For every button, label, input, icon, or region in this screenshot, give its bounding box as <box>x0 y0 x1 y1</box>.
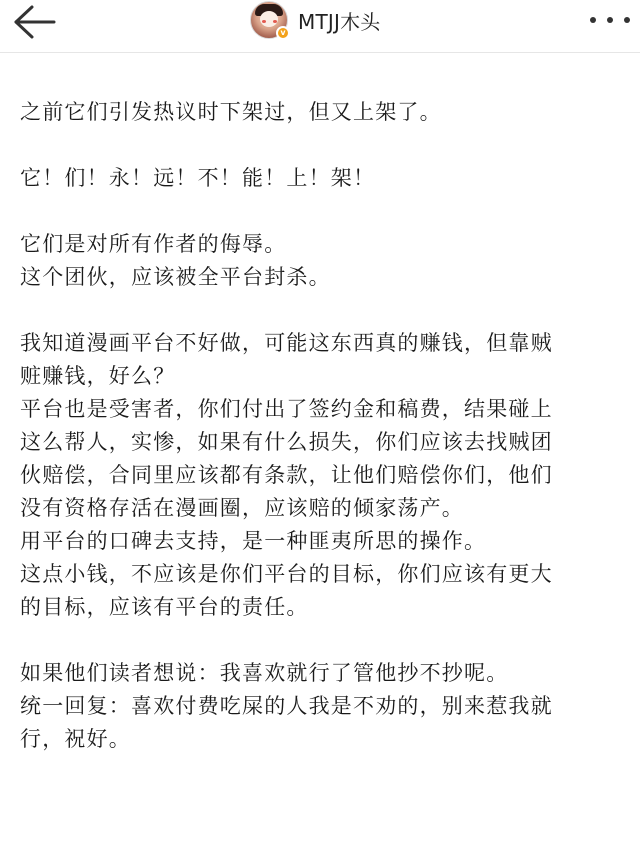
post-text-line: 平台也是受害者，你们付出了签约金和稿费，结果碰上 <box>20 397 553 421</box>
post-paragraph <box>20 228 620 294</box>
post-text-line: 我知道漫画平台不好做，可能这东西真的赚钱，但靠贼 <box>20 331 553 355</box>
post-text-line: 之前它们引发热议时下架过，但又上架了。 <box>20 100 442 124</box>
avatar[interactable] <box>250 1 288 39</box>
post-text-line: 它！们！永！远！不！能！上！架！ <box>20 166 376 190</box>
post-text-line: 赃赚钱，好么？ <box>20 364 176 388</box>
more-options-button[interactable] <box>590 8 630 32</box>
post-text-line: 它们是对所有作者的侮辱。 <box>20 232 287 256</box>
post-text-line: 伙赔偿，合同里应该都有条款，让他们赔偿你们，他们 <box>20 463 553 487</box>
verified-badge-icon: v <box>276 26 290 40</box>
post-body <box>20 96 620 789</box>
top-navigation-bar <box>0 0 640 53</box>
username[interactable]: MTJJ木头 <box>298 9 381 34</box>
post-text-line: 没有资格存活在漫画圈，应该赔的倾家荡产。 <box>20 496 464 520</box>
post-text-line: 这么帮人，实惨，如果有什么损失，你们应该去找贼团 <box>20 430 553 454</box>
post-text-line: 这点小钱，不应该是你们平台的目标，你们应该有更大 <box>20 562 553 586</box>
back-button[interactable] <box>10 4 60 46</box>
post-paragraph <box>20 657 620 756</box>
post-text-line: 用平台的口碑去支持，是一种匪夷所思的操作。 <box>20 529 487 553</box>
post-text-line: 的目标，应该有平台的责任。 <box>20 595 309 619</box>
post-text-line: 这个团伙，应该被全平台封杀。 <box>20 265 331 289</box>
post-paragraph <box>20 96 620 129</box>
arrow-left-icon <box>10 4 60 46</box>
post-text-line: 统一回复：喜欢付费吃屎的人我是不劝的，别来惹我就 <box>20 694 553 718</box>
post-author[interactable] <box>250 0 380 40</box>
post-text-line: 行，祝好。 <box>20 727 131 751</box>
post-text-line: 如果他们读者想说：我喜欢就行了管他抄不抄呢。 <box>20 661 509 685</box>
post-paragraph <box>20 327 620 624</box>
more-dots-icon <box>590 17 596 23</box>
post-paragraph <box>20 162 620 195</box>
